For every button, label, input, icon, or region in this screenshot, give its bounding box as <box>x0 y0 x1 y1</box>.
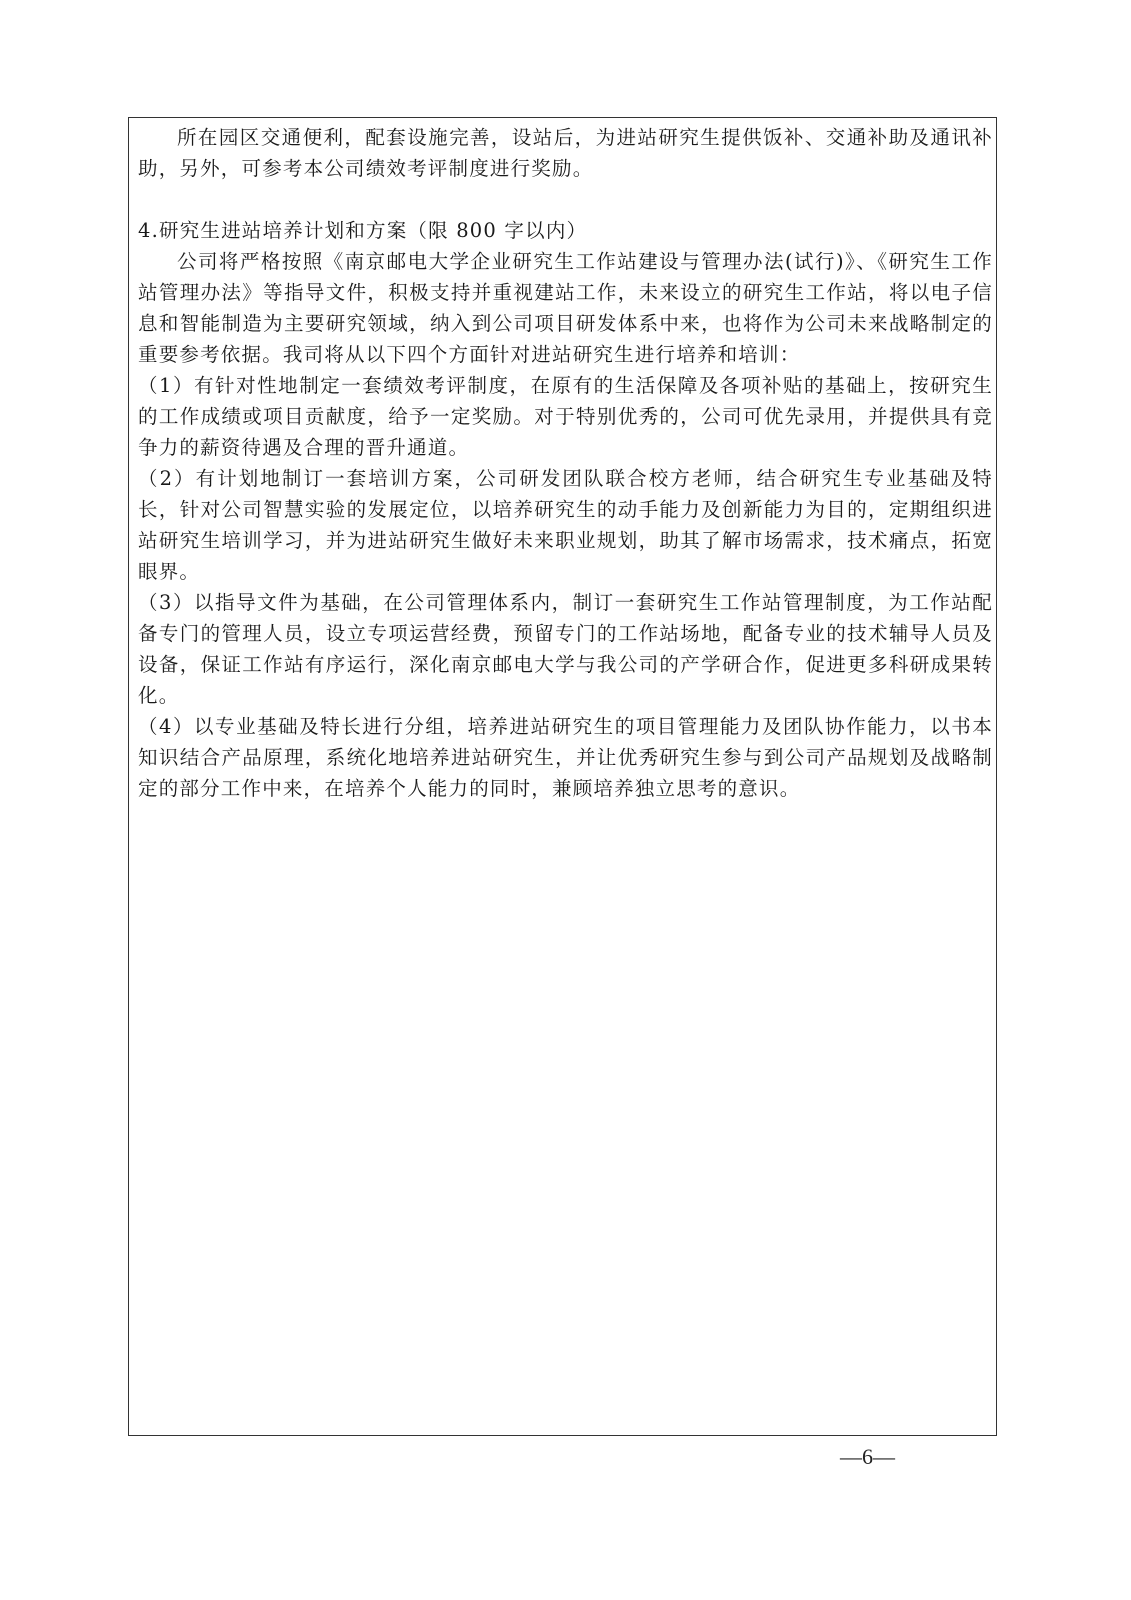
list-item-label: （4） <box>138 715 195 738</box>
section-spacer <box>138 184 993 215</box>
list-item <box>138 587 993 711</box>
document-content <box>138 122 993 804</box>
list-item <box>138 370 993 463</box>
list-item-text: 有计划地制订一套培训方案，公司研发团队联合校方老师，结合研究生专业基础及特长，针对公司智慧实验的发展定位，以培养研究生的动手能力及创新能力为目的，定期组织进站研究生培训学习，并为进站研究生做好未来职业规划，助其了解市场需求，技术痛点，拓宽眼界。 <box>138 467 993 583</box>
section-heading: 4.研究生进站培养计划和方案（限 800 字以内） <box>138 219 588 242</box>
page-number: —6— <box>840 1444 895 1469</box>
list-item-text: 以指导文件为基础，在公司管理体系内，制订一套研究生工作站管理制度，为工作站配备专门的管理人员，设立专项运营经费，预留专门的工作站场地，配备专业的技术辅导人员及设备，保证工作站有序运行，深化南京邮电大学与我公司的产学研合作，促进更多科研成果转化。 <box>138 591 993 707</box>
section-intro-paragraph: 公司将严格按照《南京邮电大学企业研究生工作站建设与管理办法(试行)》、《研究生工作站管理办法》等指导文件，积极支持并重视建站工作，未来设立的研究生工作站，将以电子信息和智能制造为主要研究领域，纳入到公司项目研发体系中来，也将作为公司未来战略制定的重要参考依据。我司将从以下四个方面针对进站研究生进行培养和培训： <box>138 250 993 366</box>
list-item-text: 有针对性地制定一套绩效考评制度，在原有的生活保障及各项补贴的基础上，按研究生的工作成绩或项目贡献度，给予一定奖励。对于特别优秀的，公司可优先录用，并提供具有竞争力的薪资待遇及合理的晋升通道。 <box>138 374 993 459</box>
list-item <box>138 711 993 804</box>
list-item-label: （3） <box>138 591 195 614</box>
intro-paragraph: 所在园区交通便利，配套设施完善，设站后，为进站研究生提供饭补、交通补助及通讯补助，另外，可参考本公司绩效考评制度进行奖励。 <box>138 126 993 180</box>
list-item-label: （2） <box>138 467 196 490</box>
list-item-text: 以专业基础及特长进行分组，培养进站研究生的项目管理能力及团队协作能力，以书本知识结合产品原理，系统化地培养进站研究生，并让优秀研究生参与到公司产品规划及战略制定的部分工作中来，在培养个人能力的同时，兼顾培养独立思考的意识。 <box>138 715 993 800</box>
list-item <box>138 463 993 587</box>
list-item-label: （1） <box>138 374 195 397</box>
